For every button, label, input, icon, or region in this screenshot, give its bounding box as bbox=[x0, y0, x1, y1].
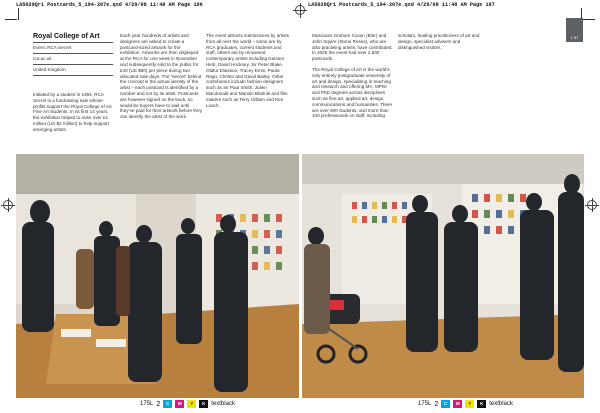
body-column-3 bbox=[206, 33, 290, 113]
black-swatch: K bbox=[477, 400, 486, 408]
country: United Kingdom bbox=[33, 67, 66, 72]
divider bbox=[33, 64, 113, 65]
plate-mark: 2 bbox=[434, 400, 439, 408]
crop-mark bbox=[18, 8, 19, 20]
yellow-swatch: Y bbox=[465, 400, 474, 408]
black-swatch: K bbox=[199, 400, 208, 408]
slug-line-left: LA5029Qr1 Postcards_5_194-207e.qxd 4/29/08 11:48 AM Page 196 bbox=[16, 2, 203, 8]
body-column-4 bbox=[312, 33, 394, 124]
website: rca.ac.uk bbox=[33, 56, 52, 61]
plate-label: textblack bbox=[211, 401, 235, 407]
exhibition-photo-right bbox=[302, 154, 584, 398]
registration-mark-icon bbox=[587, 200, 597, 210]
paragraph: Musicians Graham Coxon (Blur) and John Squire (Stone Roses), who are also practising artists, have contributed. In 2006 the event had over 2,500 postcards. bbox=[312, 33, 393, 62]
body-column-2 bbox=[120, 33, 202, 125]
yellow-swatch: Y bbox=[187, 400, 196, 408]
crop-mark bbox=[583, 19, 595, 20]
institution-title: Royal College of Art bbox=[33, 33, 100, 40]
paragraph: The event attracts submissions by artists from all over the world – some are by RCA graduates, current students and staff, others are by renowned contemporary artists including Damien Hirst, David Hockney, Sir Peter Blake, Olafur Eliasson, Tracey Emin, Paula Rego, Christo and David Bailey. Other contributors include fashion designers such as Sir Paul Smith, Julien Macdonald and Manolo Blahnik and film makers such as Terry Gilliam and Ken Loach. bbox=[206, 33, 289, 108]
registration-mark-icon bbox=[3, 200, 13, 210]
plate-mark: 2 bbox=[156, 400, 161, 408]
magenta-swatch: M bbox=[453, 400, 462, 408]
divider bbox=[33, 75, 113, 76]
registration-mark-icon bbox=[295, 5, 305, 15]
body-column-5 bbox=[398, 33, 480, 55]
divider bbox=[33, 53, 113, 54]
screen-label: 175L bbox=[140, 401, 154, 407]
exhibition-photo-left bbox=[16, 154, 299, 398]
paragraph: Initiated by a student in 1994, RCA Secret is a fundraising sale whose profits support the Royal College of Art Fine Art students. In its first 14 years, the exhibition helped to raise over £1 million (US $2 million) to help support emerging artists. bbox=[33, 92, 112, 132]
paragraph: scholars, leading practitioners of art and design, specialist advisers and distinguished visitors. bbox=[398, 33, 480, 50]
paragraph: Each year hundreds of artists and designers are asked to create a postcard-sized artwork for the exhibition. Artworks are then displayed at the RCA for one week in November and subsequently sold to the public for £40 (US $80) per piece during two allocated sale days. The “secret” behind the concept is the actual identity of the artist – each postcard is identified by a number and not by its artist. Postcards are however signed on the back, so would-be buyers have to wait until they’ve paid for their artwork before they can identify the artist of the work. bbox=[120, 33, 202, 120]
printer-color-bar-left bbox=[140, 398, 235, 410]
body-column-1 bbox=[33, 92, 113, 138]
magenta-swatch: M bbox=[175, 400, 184, 408]
cyan-swatch: C bbox=[441, 400, 450, 408]
event-name: Event: RCA Secret bbox=[33, 45, 72, 50]
paragraph: The Royal College of Art is the world’s only entirely postgraduate university of art and design, specialising in teaching and research and offering MA, MPhil and PhD degrees across disciplines such as fine art, applied art, design, communications and humanities. There are over 800 students, and more than 100 professionals on staff, including bbox=[312, 66, 393, 119]
cyan-swatch: C bbox=[163, 400, 172, 408]
crop-mark bbox=[5, 19, 17, 20]
divider bbox=[33, 42, 113, 43]
page-number: 1 97 bbox=[570, 35, 579, 40]
plate-label: textblack bbox=[489, 401, 513, 407]
screen-label: 175L bbox=[418, 401, 432, 407]
slug-line-right: LA5029Qr1 Postcards_5_194-207e.qxd 4/29/08 11:48 AM Page 197 bbox=[308, 2, 495, 8]
printer-color-bar-right bbox=[418, 398, 513, 410]
